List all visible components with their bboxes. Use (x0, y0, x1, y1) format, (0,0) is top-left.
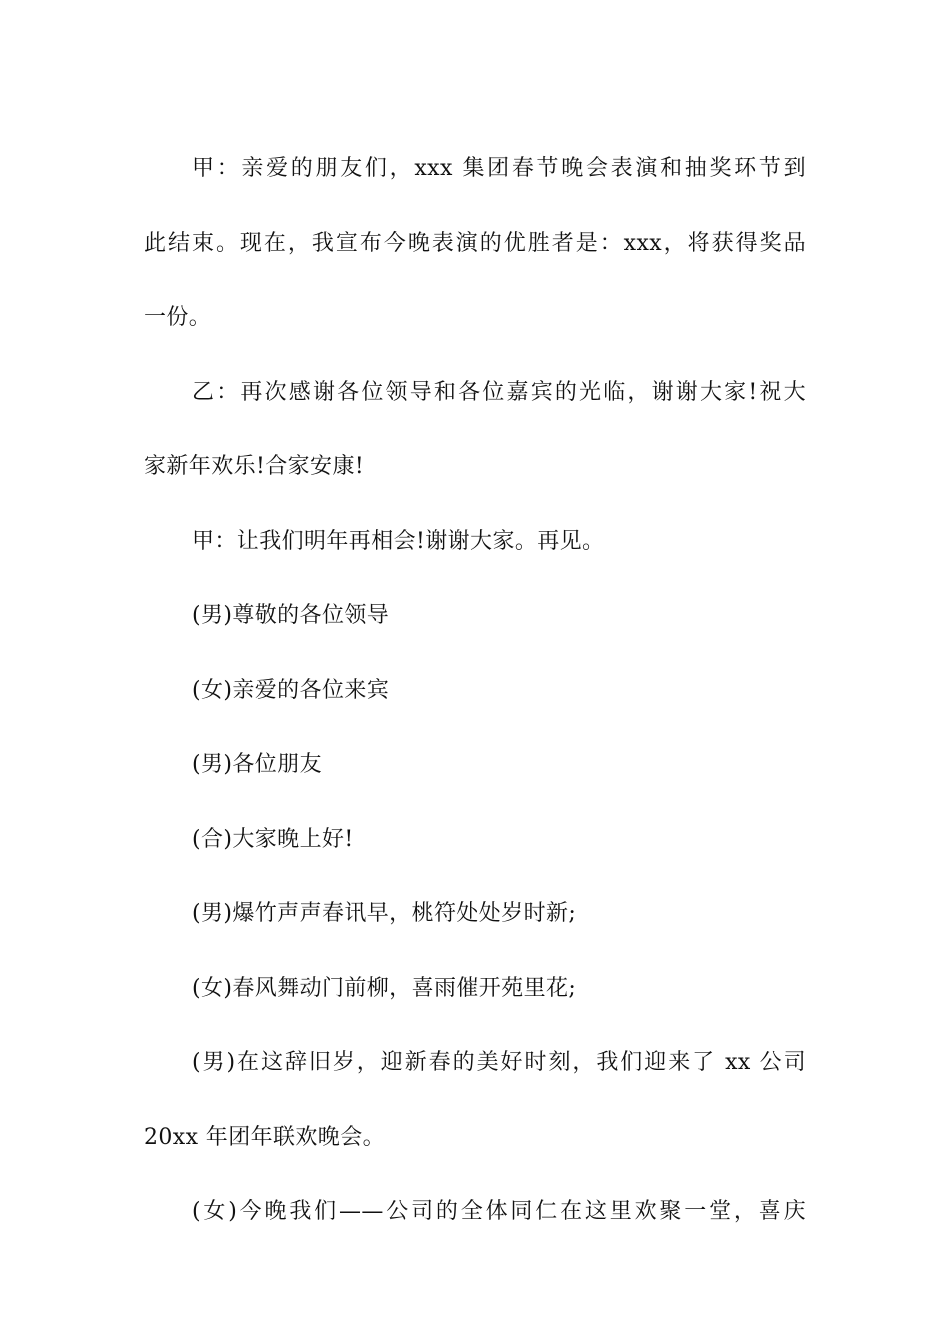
paragraph-11 (144, 1175, 806, 1250)
paragraph-10-line-1: (男)在这辞旧岁，迎新春的美好时刻，我们迎来了 xx 公司 (192, 1050, 806, 1075)
paragraph-3 (144, 505, 806, 580)
paragraph-6 (144, 728, 806, 803)
paragraph-5 (144, 654, 806, 729)
paragraph-5-line-1: (女)亲爱的各位来宾 (192, 677, 390, 703)
paragraph-7-line-1: (合)大家晚上好! (192, 826, 354, 852)
paragraph-4-line-1: (男)尊敬的各位领导 (192, 603, 390, 628)
paragraph-6-line-1: (男)各位朋友 (192, 752, 322, 777)
paragraph-10 (144, 1026, 806, 1175)
paragraph-1-line-3: 一份。 (144, 305, 212, 330)
paragraph-2 (144, 356, 806, 505)
paragraph-2-line-1: 乙：再次感谢各位领导和各位嘉宾的光临，谢谢大家!祝大 (192, 379, 806, 405)
paragraph-1 (144, 132, 806, 356)
paragraph-3-line-1: 甲：让我们明年再相会!谢谢大家。再见。 (192, 528, 605, 554)
paragraph-1-line-2: 此结束。现在，我宣布今晚表演的优胜者是：xxx，将获得奖品 (144, 230, 806, 256)
paragraph-7 (144, 803, 806, 878)
paragraph-10-line-2: 20xx 年团年联欢晚会。 (144, 1124, 386, 1150)
paragraph-1-line-1: 甲：亲爱的朋友们，xxx 集团春节晚会表演和抽奖环节到 (192, 156, 806, 181)
paragraph-2-line-2: 家新年欢乐!合家安康! (144, 454, 365, 479)
paragraph-9 (144, 952, 806, 1027)
paragraph-9-line-1: (女)春风舞动门前柳，喜雨催开苑里花; (192, 975, 577, 1001)
paragraph-8-line-1: (男)爆竹声声春讯早，桃符处处岁时新; (192, 901, 577, 926)
paragraph-8 (144, 877, 806, 952)
document-body (144, 132, 806, 1250)
paragraph-4 (144, 579, 806, 654)
paragraph-11-line-1: (女)今晚我们——公司的全体同仁在这里欢聚一堂，喜庆 (192, 1199, 806, 1224)
